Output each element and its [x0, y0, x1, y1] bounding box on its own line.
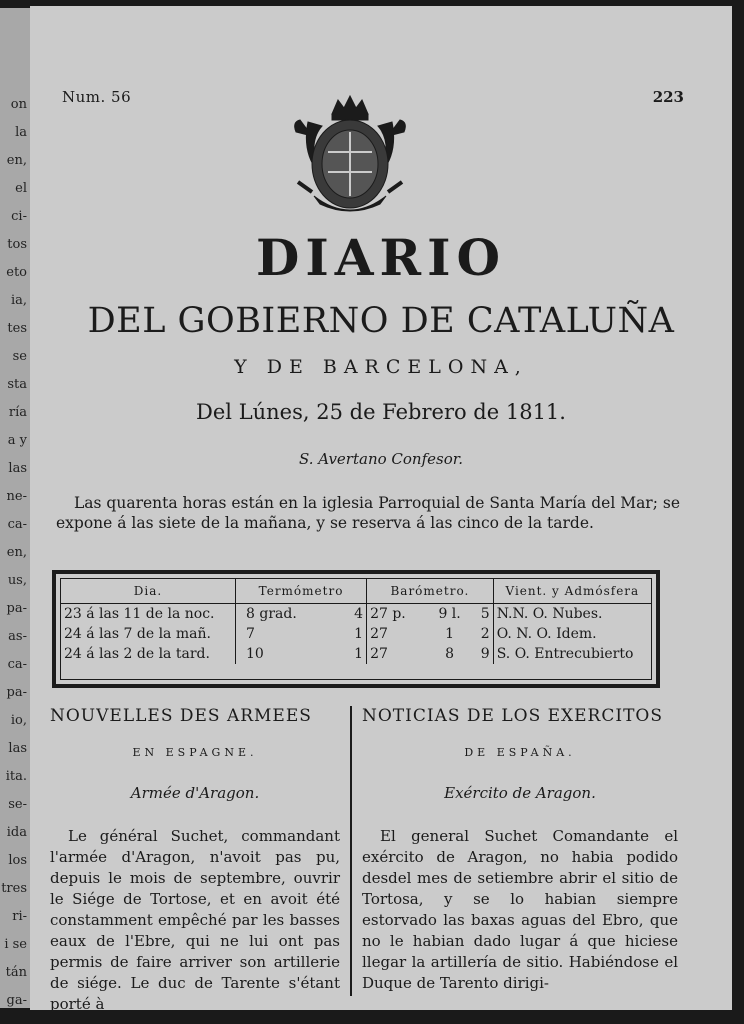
- weather-day: 24 á las 2 de la tard.: [64, 646, 210, 662]
- masthead-title: DIARIO: [255, 228, 507, 287]
- weather-baro-fraction: 9: [480, 646, 490, 662]
- prev-page-fragment: as-: [8, 629, 27, 644]
- prev-page-fragment: la: [15, 125, 27, 140]
- weather-temp: 7: [236, 624, 342, 644]
- prev-page-fragment: on: [10, 97, 27, 112]
- right-column-army-heading: Exército de Aragon.: [444, 784, 596, 802]
- prev-page-fragment: tán: [5, 965, 27, 980]
- issue-date: Del Lúnes, 25 de Febrero de 1811.: [196, 400, 566, 424]
- saint-of-the-day: S. Avertano Confesor.: [298, 450, 464, 468]
- prev-page-fragment: i se: [4, 937, 27, 952]
- prev-page-fragment: el: [15, 181, 27, 196]
- prev-page-fragment: sta: [7, 377, 27, 392]
- weather-baro-lines: 1: [445, 626, 455, 642]
- left-column-army-heading: Armée d'Aragon.: [130, 784, 260, 802]
- weather-header-barometer: Barómetro.: [367, 579, 494, 604]
- weather-row: [61, 604, 651, 625]
- weather-temp: 10: [236, 644, 342, 664]
- weather-baro-inches: 27 p.: [367, 604, 429, 625]
- weather-header-thermometer: Termómetro: [236, 579, 367, 604]
- prev-page-fragment: pa-: [6, 685, 27, 700]
- left-column-title: NOUVELLES DES ARMEES: [50, 706, 312, 726]
- newspaper-page: [30, 6, 732, 1013]
- prev-page-fragment: eto: [6, 265, 27, 280]
- weather-temp-fraction: 4: [354, 606, 364, 622]
- masthead-city: Y DE BARCELONA,: [234, 356, 528, 378]
- weather-wind: S. O. Entrecubierto: [493, 644, 651, 664]
- prev-page-fragment: las: [8, 741, 27, 756]
- prev-page-fragment: tes: [7, 321, 27, 336]
- weather-baro-lines: 9 l.: [438, 606, 461, 622]
- left-column-paragraph: Le général Suchet, commandant l'armée d'Aragon, n'avoit pas pu, depuis le mois de septembre, ouvrir le Siége de Tortose, et en avoit été constamment empêché par les basses eaux de l'Ebre, qui ne lui ont pas permis de faire arriver son artillerie de siége. Le duc de Tarente s'étant porté à: [50, 827, 340, 1013]
- prev-page-fragment: a y: [7, 433, 27, 448]
- right-column-title: NOTICIAS DE LOS EXERCITOS: [362, 706, 664, 726]
- prev-page-fragment: en,: [6, 153, 27, 168]
- weather-baro-lines: 8: [445, 646, 455, 662]
- issue-number: Num. 56: [62, 88, 132, 106]
- royal-coat-of-arms-icon: [288, 92, 412, 224]
- prev-page-fragment: ca-: [7, 517, 27, 532]
- prev-page-fragment: ría: [8, 405, 27, 420]
- weather-temp-fraction: 1: [354, 626, 364, 642]
- page-number: 223: [652, 88, 684, 106]
- prev-page-fragment: en,: [6, 545, 27, 560]
- masthead-subtitle: DEL GOBIERNO DE CATALUÑA: [87, 301, 675, 341]
- weather-baro-inches: 27: [367, 624, 429, 644]
- right-column-body: [362, 826, 678, 994]
- right-column-subtitle: DE ESPAÑA.: [464, 746, 576, 759]
- weather-temp-fraction: 1: [354, 646, 364, 662]
- prev-page-fragment: ita.: [5, 769, 27, 784]
- prev-page-fragment: ga-: [6, 993, 27, 1008]
- weather-wind: O. N. O. Idem.: [493, 624, 651, 644]
- prev-page-fragment: se-: [8, 797, 27, 812]
- prev-page-fragment: io,: [10, 713, 27, 728]
- prev-page-fragment: us,: [7, 573, 27, 588]
- right-column-paragraph: El general Suchet Comandante el exército de Aragon, no habia podido desdel mes de setiembre abrir el sitio de Tortosa, y se lo habian siempre estorvado las baxas aguas del Ebro, que no le habian dado lugar á que hiciese llegar la artillería de sitio. Habiéndose el Duque de Tarento dirigi-: [362, 827, 678, 992]
- weather-baro-inches: 27: [367, 644, 429, 664]
- church-notice-text: Las quarenta horas están en la iglesia Parroquial de Santa María del Mar; se expone á las siete de la mañana, y se reserva á las cinco de la tarde.: [56, 494, 680, 532]
- prev-page-fragment: pa-: [6, 601, 27, 616]
- weather-table: [52, 570, 660, 688]
- weather-baro-fraction: 5: [480, 606, 490, 622]
- previous-page-edge: [0, 8, 30, 1008]
- weather-row: [61, 624, 651, 644]
- weather-baro-fraction: 2: [480, 626, 490, 642]
- prev-page-fragment: tres: [1, 881, 27, 896]
- weather-row: [61, 644, 651, 664]
- prev-page-fragment: ca-: [7, 657, 27, 672]
- weather-day: 23 á las 11 de la noc.: [64, 606, 215, 622]
- prev-page-fragment: se: [12, 349, 27, 364]
- weather-header-wind: Vient. y Admósfera: [493, 579, 651, 604]
- left-column-subtitle: EN ESPAGNE.: [132, 746, 258, 759]
- prev-page-fragment: los: [8, 853, 27, 868]
- prev-page-fragment: las: [8, 461, 27, 476]
- weather-day: 24 á las 7 de la mañ.: [64, 626, 211, 642]
- weather-header-day: Dia.: [61, 579, 236, 604]
- prev-page-fragment: ri-: [12, 909, 27, 924]
- prev-page-fragment: ia,: [10, 293, 27, 308]
- prev-page-fragment: ci-: [11, 209, 27, 224]
- column-divider: [350, 706, 352, 996]
- prev-page-fragment: tos: [7, 237, 27, 252]
- church-notice: [56, 493, 680, 533]
- left-column-body: [50, 826, 340, 1015]
- prev-page-fragment: ida: [6, 825, 27, 840]
- weather-wind: N.N. O. Nubes.: [493, 604, 651, 625]
- weather-temp: 8 grad.: [236, 604, 342, 625]
- prev-page-fragment: ne-: [6, 489, 27, 504]
